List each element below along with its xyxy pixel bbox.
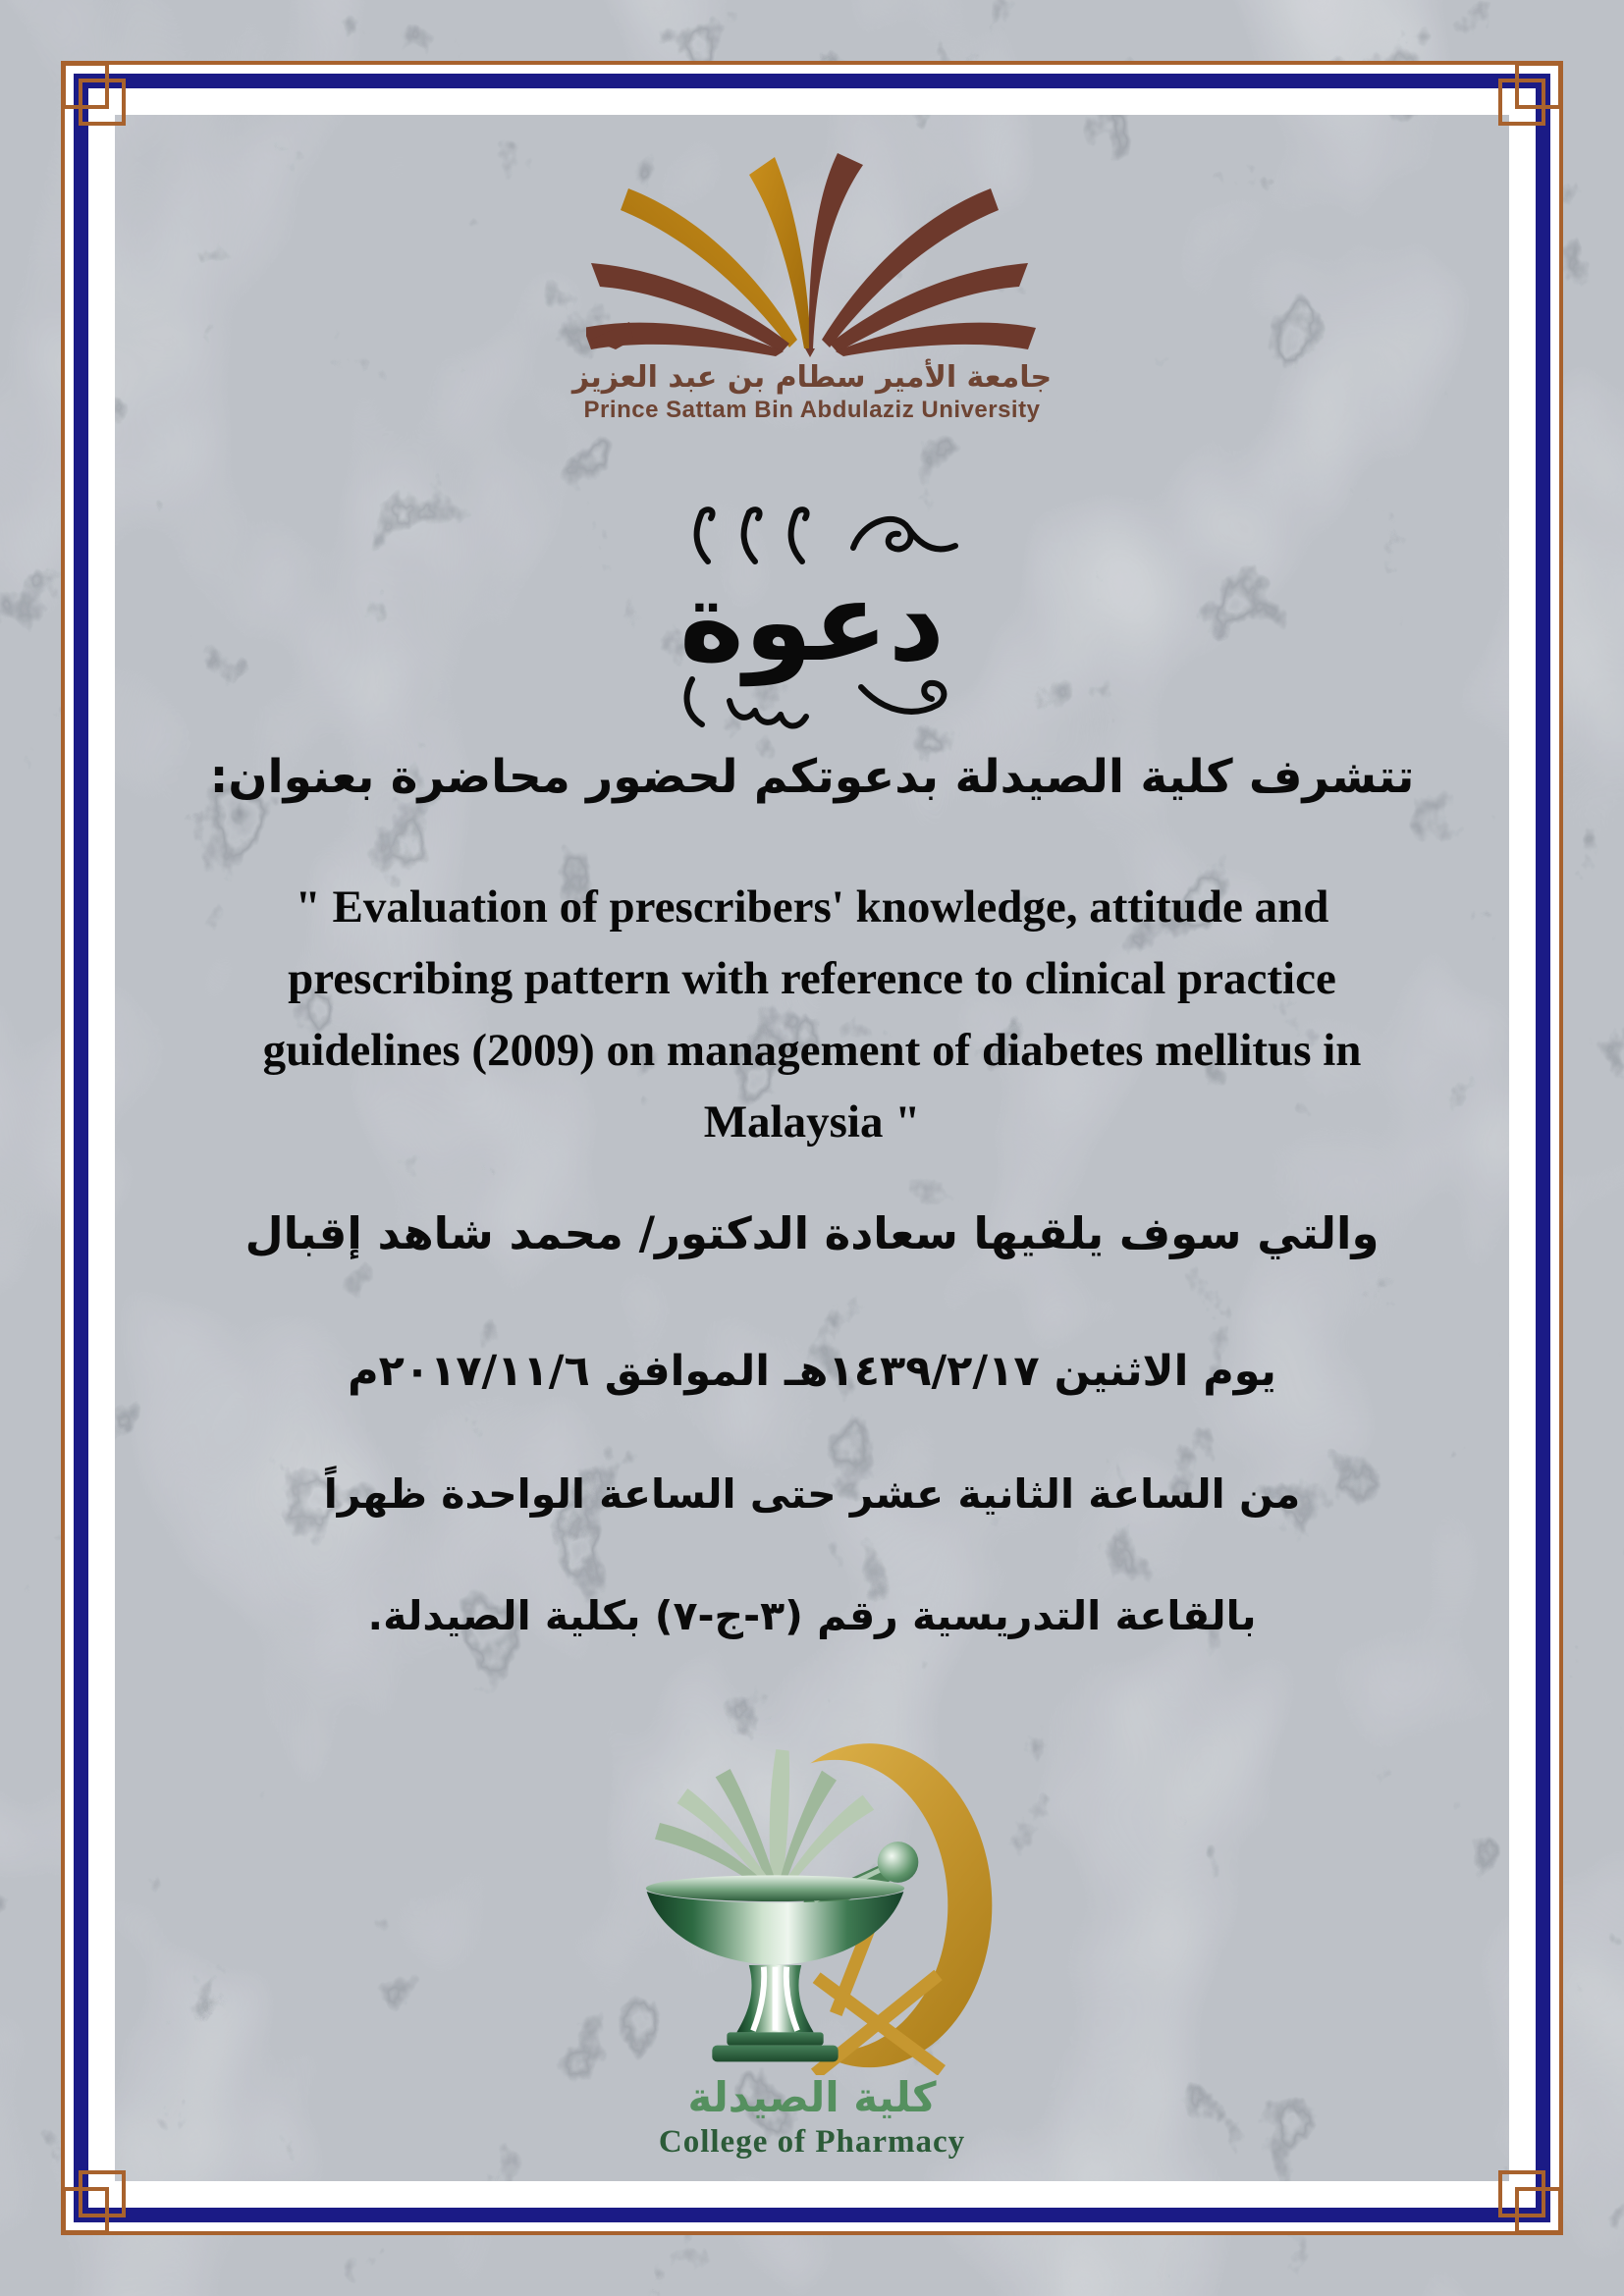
college-name-arabic: كلية الصيدلة — [687, 2073, 937, 2121]
lecture-title-line: prescribing pattern with reference to clinical practice — [288, 953, 1336, 1004]
lecture-title-line: Malaysia " — [703, 1096, 921, 1148]
invitation-word: دعوة — [678, 559, 946, 686]
speaker-line: والتي سوف يلقيها سعادة الدكتور/ محمد شاهد إقبال — [244, 1207, 1380, 1259]
intro-line: تتشرف كلية الصيدلة بدعوتكم لحضور محاضرة بعنوان: — [209, 750, 1415, 804]
university-book-logo-icon — [586, 147, 1038, 358]
university-name-english: Prince Sattam Bin Abdulaziz University — [583, 397, 1041, 423]
invitation-heading — [0, 503, 1624, 736]
date-line: يوم الاثنين ١٤٣٩/٢/١٧هـ الموافق ٢٠١٧/١١/٦م — [348, 1347, 1276, 1396]
university-logo — [0, 147, 1624, 424]
pharmacy-bowl-logo-icon — [616, 1737, 1008, 2075]
location-line: بالقاعة التدريسية رقم (٣-ج-٧) بكلية الصيدلة. — [367, 1592, 1257, 1639]
lecture-title-line: " Evaluation of prescribers' knowledge, attitude and — [295, 881, 1329, 933]
time-line: من الساعة الثانية عشر حتى الساعة الواحدة ظهراً — [323, 1470, 1301, 1518]
college-name-english: College of Pharmacy — [658, 2124, 966, 2160]
lecture-title — [154, 872, 1470, 1158]
pharmacy-logo — [0, 1737, 1624, 2160]
university-name-arabic: جامعة الأمير سطام بن عبد العزيز — [571, 360, 1053, 395]
lecture-title-line: guidelines (2009) on management of diabetes mellitus in — [262, 1025, 1362, 1076]
